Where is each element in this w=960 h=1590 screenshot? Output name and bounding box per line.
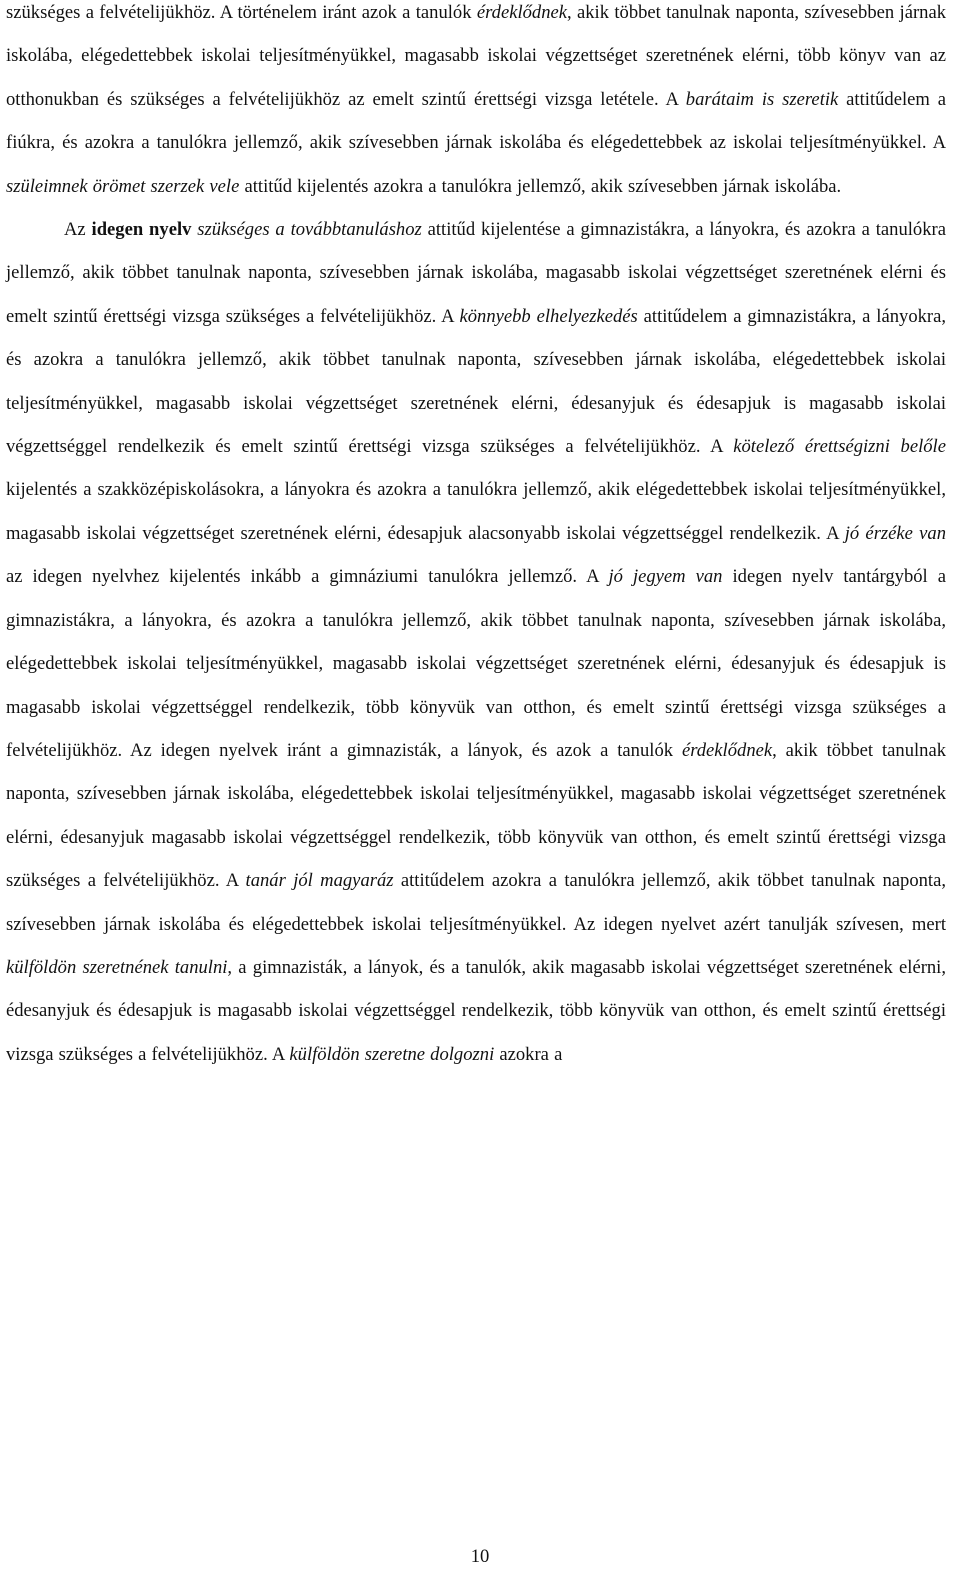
emphasis-text: szüleimnek örömet szerzek vele <box>6 175 240 197</box>
emphasis-text: érdeklődnek <box>476 2 568 23</box>
text-run: Az <box>64 219 92 241</box>
text-run: attitűdelem a gimnazistákra, a lányokra, és azokra a tanulókra jellemző, akik többet tanulnak naponta, szívesebben járnak iskolába, elégedettebbek iskolai teljesítményükkel, magasabb iskolai végzettséget szeretnének elérni, édesanyjuk és édesapjuk is magasabb iskolai végzettséggel rendelkezik és emelt szintű érettségi vizsga szükséges a felvételijükhöz. A <box>6 305 947 458</box>
bold-term: idegen nyelv <box>91 219 192 241</box>
text-run: attitűdelem azokra a tanulókra jellemző, akik többet tanulnak naponta, szívesebben járnak iskolába és elégedettebbek iskolai teljesítményükkel. Az idegen nyelvet azért tanulják szívesen, mert <box>6 870 946 935</box>
emphasis-text: tanár jól magyaráz <box>245 870 394 892</box>
emphasis-text: jó érzéke van <box>844 522 946 544</box>
text-run: az idegen nyelvhez kijelentés inkább a gimnáziumi tanulókra jellemző. A <box>6 566 609 588</box>
emphasis-text: kötelező érettségizni belőle <box>733 436 946 458</box>
page-number: 10 <box>470 1546 490 1567</box>
emphasis-text: szükséges a továbbtanuláshoz <box>197 219 422 241</box>
text-run: , a gimnazisták, a lányok, és a tanulók, akik magasabb iskolai végzettséget szeretnének elérni, édesanyjuk és édesapjuk is magasabb iskolai végzettséggel rendelkezik, több könyvük van otthon, és emelt szintű érettségi vizsga szükséges a felvételijükhöz. A <box>6 956 946 1065</box>
emphasis-text: jó jegyem van <box>608 566 723 588</box>
text-run: szükséges a felvételijükhöz. A történelem iránt azok a tanulók <box>6 2 477 23</box>
paragraph-foreign-language-attitudes <box>6 208 946 1076</box>
emphasis-text: barátaim is szeretik <box>685 88 839 110</box>
text-run: azokra a <box>494 1043 563 1065</box>
emphasis-text: külföldön szeretnének tanulni <box>6 956 228 978</box>
text-run: kijelentés a szakközépiskolásokra, a lányokra és azokra a tanulókra jellemző, akik elégedettebbek iskolai teljesítményükkel, magasabb iskolai végzettséget szeretnének elérni, édesapjuk alacsonyabb iskolai végzettséggel rendelkezik. A <box>6 479 946 544</box>
text-run: attitűdelem a fiúkra, és azokra a tanulókra jellemző, akik szívesebben járnak iskolába és elégedettebbek az iskolai teljesítményükkel. A <box>6 88 946 154</box>
text-run: attitűd kijelentése a gimnazistákra, a lányokra, és azokra a tanulókra jellemző, akik többet tanulnak naponta, szívesebben járnak iskolába, magasabb iskolai végzettséget szeretnének elérni és emelt szintű érettségi vizsga szükséges a felvételijükhöz. A <box>6 219 946 327</box>
text-run: , akik többet tanulnak naponta, szívesebben járnak iskolába, elégedettebbek iskolai teljesítményükkel, magasabb iskolai végzettséget szeretnének elérni, édesanyjuk magasabb iskolai végzettséggel rendelkezik, több könyvük van otthon, és emelt szintű érettségi vizsga szükséges a felvételijükhöz. A <box>6 739 946 892</box>
text-run: idegen nyelv tantárgyból a gimnazistákra, a lányokra, és azokra a tanulókra jellemző, akik többet tanulnak naponta, szívesebben járnak iskolába, elégedettebbek iskolai teljesítményükkel, magasabb iskolai végzettséget szeretnének elérni, édesanyjuk és édesapjuk is magasabb iskolai végzettséggel rendelkezik, több könyvük van otthon, és emelt szintű érettségi vizsga szükséges a felvételijükhöz. Az idegen nyelvek iránt a gimnazisták, a lányok, és azok a tanulók <box>6 566 946 761</box>
paragraph-history-attitudes <box>6 0 946 208</box>
text-run: attitűd kijelentés azokra a tanulókra jellemző, akik szívesebben járnak iskolába. <box>239 175 842 197</box>
emphasis-text: könnyebb elhelyezkedés <box>459 305 638 327</box>
emphasis-text: külföldön szeretne dolgozni <box>289 1043 495 1065</box>
text-run: , akik többet tanulnak naponta, szívesebben járnak iskolába, elégedettebbek iskolai teljesítményükkel, magasabb iskolai végzettséget szeretnének elérni, több könyv van az otthonukban és szükséges a felvételijükhöz az emelt szintű érettségi vizsga letétele. A <box>6 2 946 110</box>
emphasis-text: érdeklődnek <box>681 739 773 761</box>
